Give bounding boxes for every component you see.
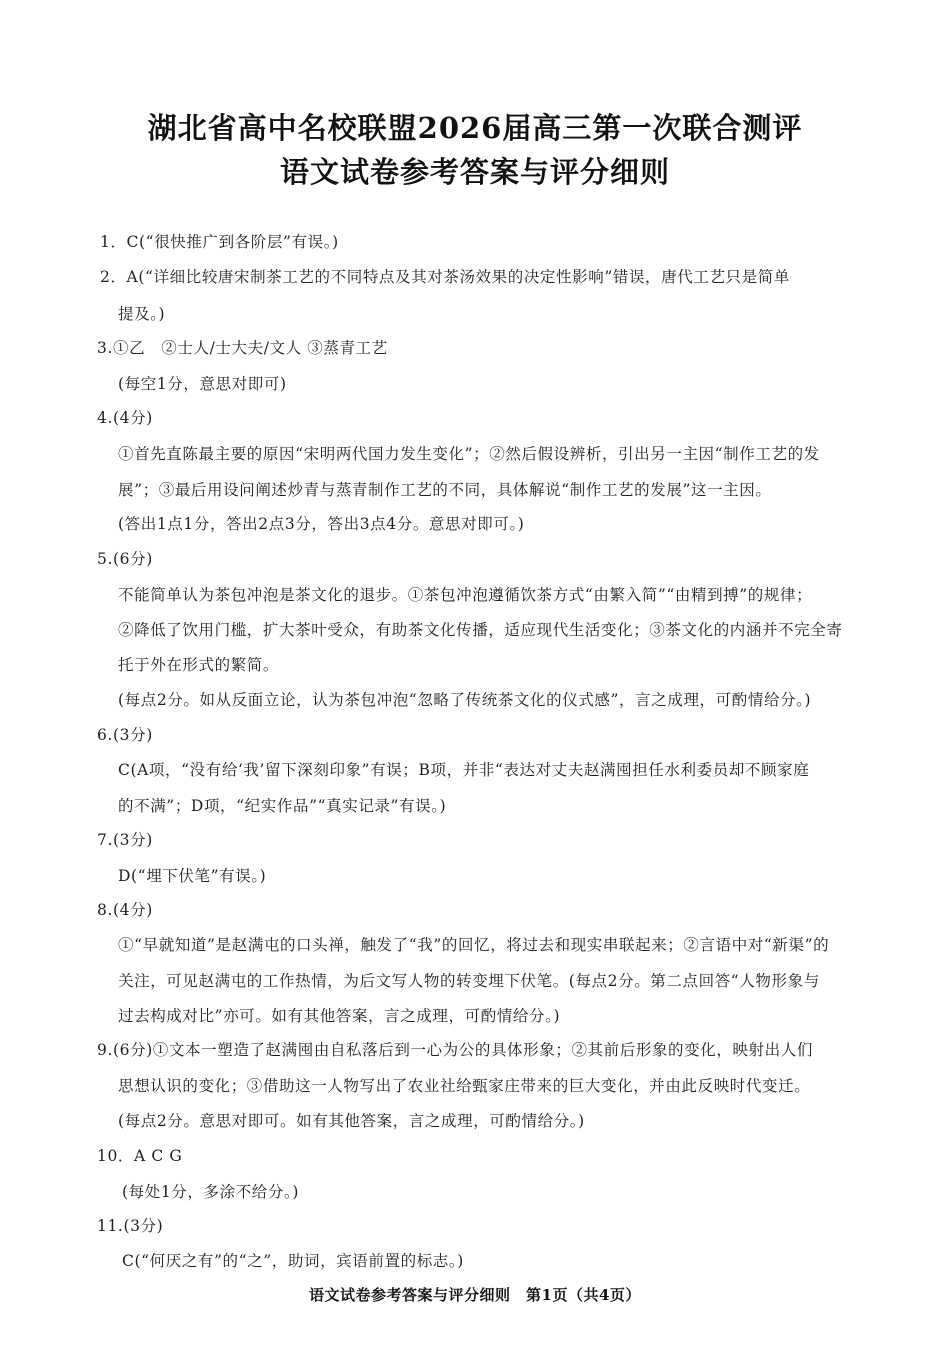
answer-line: 10．A C G [97, 1147, 183, 1165]
answer-line: (答出1点1分，答出2点3分，答出3点4分。意思对即可。) [118, 515, 525, 533]
answer-line: C(“何厌之有”的“之”，助词，宾语前置的标志。) [122, 1252, 464, 1270]
answer-line: (每处1分，多涂不给分。) [122, 1183, 300, 1201]
answer-line: 的不满”；D项，“纪实作品”“真实记录”有误。) [118, 797, 447, 815]
answer-line: 关注，可见赵满屯的工作热情，为后文写人物的转变埋下伏笔。(每点2分。第二点回答“人物形象与 [118, 972, 820, 990]
answer-line: 9.(6分)①文本一塑造了赵满囤由自私落后到一心为公的具体形象；②其前后形象的变化，映射出人们 [97, 1041, 813, 1059]
page-footer: 语文试卷参考答案与评分细则 第1页（共4页） [309, 1286, 641, 1304]
answer-line: 7.(3分) [97, 831, 153, 849]
answer-line: ①首先直陈最主要的原因“宋明两代国力发生变化”；②然后假设辨析，引出另一主因“制作工艺的发 [118, 445, 820, 463]
answer-line: 3.①乙 ②士人/士大夫/文人 ③蒸青工艺 [97, 339, 388, 357]
answer-line: 展”；③最后用设问阐述炒青与蒸青制作工艺的不同，具体解说“制作工艺的发展”这一主因。 [118, 481, 772, 499]
answer-line: 思想认识的变化；③借助这一人物写出了农业社给甄家庄带来的巨大变化，并由此反映时代变迁。 [118, 1077, 811, 1095]
answer-line: 11.(3分) [97, 1217, 164, 1235]
answer-line: 不能简单认为茶包冲泡是茶文化的退步。①茶包冲泡遵循饮茶方式“由繁入简”“由精到搏”的规律； [118, 586, 813, 604]
answer-line: D(“埋下伏笔”有误。) [118, 867, 267, 885]
answer-line: 6.(3分) [97, 726, 153, 744]
answer-line: (每点2分。意思对即可。如有其他答案，言之成理，可酌情给分。) [118, 1112, 585, 1130]
answer-line: (每空1分，意思对即可) [118, 375, 287, 393]
answer-line: 提及。) [118, 305, 166, 323]
answer-line: ②降低了饮用门槛，扩大茶叶受众，有助茶文化传播，适应现代生活变化；③茶文化的内涵并不完全寄 [118, 621, 843, 639]
answer-line: 2．A(“详细比较唐宋制茶工艺的不同特点及其对茶汤效果的决定性影响”错误，唐代工艺只是简单 [100, 268, 790, 286]
doc-title-line2: 语文试卷参考答案与评分细则 [279, 155, 670, 189]
doc-title-line1: 湖北省高中名校联盟2026届高三第一次联合测评 [147, 111, 803, 145]
answer-line: 过去构成对比”亦可。如有其他答案，言之成理，可酌情给分。) [118, 1007, 561, 1025]
answer-line: 4.(4分) [97, 409, 153, 427]
answer-line: 托于外在形式的繁简。 [118, 656, 280, 674]
answer-line: C(A项，“没有给‘我’留下深刻印象”有误；B项，并非“表达对丈夫赵满囤担任水利委员却不顾家庭 [118, 761, 810, 779]
answer-line: 8.(4分) [97, 901, 153, 919]
answer-line: (每点2分。如从反面立论，认为茶包冲泡“忽略了传统茶文化的仪式感”，言之成理，可酌情给分。) [118, 691, 812, 709]
answer-line: 1．C(“很快推广到各阶层”有误。) [100, 233, 339, 251]
answer-line: ①“早就知道”是赵满屯的口头禅，触发了“我”的回忆，将过去和现实串联起来；②言语中对“新渠”的 [118, 936, 830, 954]
answer-line: 5.(6分) [97, 550, 153, 568]
